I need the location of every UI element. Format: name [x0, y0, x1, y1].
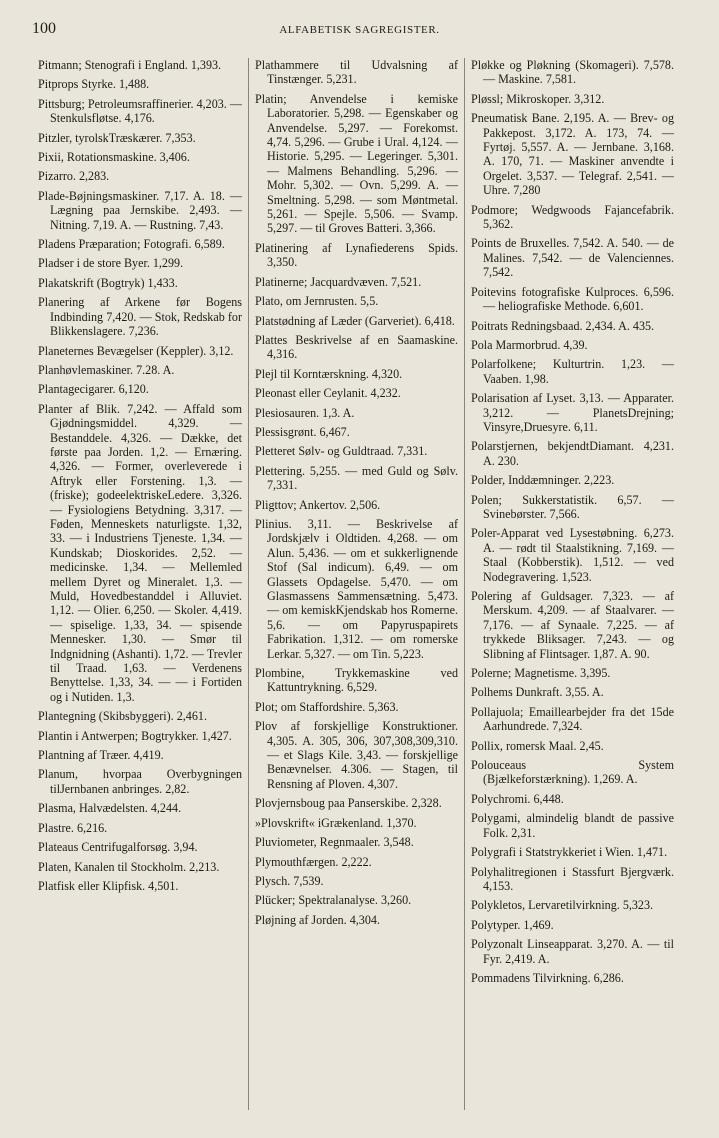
index-entry: Platin; Anvendelse i kemiske Laboratorier. 5,298. — Egenskaber og Anvendelse. 5,297. — Forekomst. 4,74. 5,296. — Grube i Ural. 4,124. — Historie. 5,295. — Legeringer. 5,301. — Malmens Behandling. 5,296. — Mohr. 5,302. — Ovn. 5,299. A. — Smeltning. 5,298. — som Møntmetal. 5,261. — Spejle. 5,506. — Svamp. 5,297. — til Groves Batteri. 3,366.	[255, 91, 458, 236]
index-entry: Poler-Apparat ved Lysestøbning. 6,273. A. — rødt til Staalstikning. 7,169. — Staal (Kobberstik). 1,512. — ved Nodegravering. 1,523.	[471, 526, 674, 584]
index-entry: Poitevins fotografiske Kulproces. 6,596. — heliografiske Methode. 6,601.	[471, 284, 674, 314]
index-entry: Plessisgrønt. 6,467.	[255, 424, 350, 439]
index-entry: Pløjning af Jorden. 4,304.	[255, 912, 380, 927]
index-entry: Plinius. 3,11. — Beskrivelse af Jordskjælv i Oldtiden. 4,268. — om Alun. 5,436. — om et sukkerlignende Stof (Sal indicum). 6,49. — om Glassets Opdagelse. 5,470. — om Glasmassens Sammensætning. 5,473. — om kemiskKjendskab hos Romerne. 5,6. — om Papyruspapirets Fabrikation. 1,312. — om romerske Lerkar. 5,327. — om Tin. 5,223.	[255, 516, 458, 661]
index-entry: Polouceaus System (Bjælkeforstærkning). 1,269. A.	[471, 758, 674, 787]
index-entry: Platinering af Lynafiederens Spids. 3,350.	[255, 240, 458, 270]
index-entry: Plateaus Centrifugalforsøg. 3,94.	[38, 840, 198, 855]
index-entry: Pollix, romersk Maal. 2,45.	[471, 738, 604, 753]
index-entry: Plov af forskjellige Konstruktioner. 4,305. A. 305, 306, 307,308,309,310. — et Slags Kile. 3,43. — forskjellige Benævnelser. 4.306. — Stagen, til Rensning af Ploven. 4,307.	[255, 719, 458, 791]
index-entry: Polerne; Magnetisme. 3,395.	[471, 666, 611, 681]
index-entry: Plathammere til Udvalsning af Tinstænger. 5,231.	[255, 58, 458, 87]
index-entry: Podmore; Wedgwoods Fajancefabrik. 5,362.	[471, 202, 674, 232]
index-entry: Polhems Dunkraft. 3,55. A.	[471, 685, 604, 700]
index-entry: Platen, Kanalen til Stockholm. 2,213.	[38, 859, 220, 874]
index-entry: Polarstjernen, bekjendtDiamant. 4,231. A. 230.	[471, 439, 674, 468]
index-entry: Planter af Blik. 7,242. — Affald som Gjødningsmiddel. 4,329. — Bestanddele. 4,326. — Dække, det første paa Jorden. 1,2. — Ernæring. 4,326. — Former, overleverede i Aftryk eller Forstening. 1,3. — (friske); godeelektriskeLedere. 3,326. — Fysiologiens Betydning. 3,317. — Føden, Menneskets naturligste. 1,32, 33. — i Industriens Tjeneste. 1,34. — Kundskab; Dioskorides. 2,52. — medicinske. 1,34. — Mellemled mellem Dyret og Mineralet. 1,3. — Muld, Hovedbestanddel i Alluviet. 1,12. — Olier. 6,250. — Skoler. 4,419. — spiselige. 1,33, 34. — spisende Mennesker. 1,30. — Smør til Indgnidning (Ashanti). 1,72. — Trevler til Traad. 1,63. — Verdenens Benyttelse. 1,33, 34. — — i Fortiden og i Nutiden. 1,3.	[38, 401, 242, 704]
index-entry: Plettering. 5,255. — med Guld og Sølv. 7,331.	[255, 463, 458, 493]
index-entry: Plantegning (Skibsbyggeri). 2,461.	[38, 709, 207, 724]
index-entry: Polygrafi i Statstrykkeriet i Wien. 1,471.	[471, 845, 668, 860]
index-entry: Pitzler, tyrolskTræskærer. 7,353.	[38, 130, 196, 145]
index-entry: Plantning af Træer. 4,419.	[38, 748, 164, 763]
index-entry: Pneumatisk Bane. 2,195. A. — Brev- og Pakkepost. 3,172. A. 173, 74. — Fyrtøj. 5,557. A. — Jernbane. 3,168. A. 170, 71. — Maskiner anvendte i Orgelet. 3,537. — Telegraf. 2,541. — Uhre. 7,280	[471, 111, 674, 198]
index-entry: Plattes Beskrivelse af en Saamaskine. 4,316.	[255, 332, 458, 362]
index-entry: Plejl til Korntærskning. 4,320.	[255, 366, 403, 381]
index-entry: Pletteret Sølv- og Guldtraad. 7,331.	[255, 444, 428, 459]
index-entry: Pleonast eller Ceylanit. 4,232.	[255, 386, 401, 401]
index-entry: Planum, hvorpaa Overbygningen tilJernbanen anbringes. 2,82.	[38, 767, 242, 796]
index-entry: Pola Marmorbrud. 4,39.	[471, 337, 588, 352]
index-entry: Pluviometer, Regnmaaler. 3,548.	[255, 835, 414, 850]
index-entry: Polering af Guldsager. 7,323. — af Merskum. 4,209. — af Staalvarer. — 7,176. — af Synaale. 7,225. — af trykkede Bliksager. 7,243. — og Slibning af Flintsager. 1,87. A. 90.	[471, 589, 674, 661]
index-entry: Polen; Sukkerstatistik. 6,57. — Svinebørster. 7,566.	[471, 492, 674, 521]
index-entry: Plakatskrift (Bogtryk) 1,433.	[38, 275, 178, 290]
index-entry: Planhøvlemaskiner. 7.28. A.	[38, 362, 175, 377]
index-entry: Polyzonalt Linseapparat. 3,270. A. — til Fyr. 2,419. A.	[471, 937, 674, 966]
index-entry: Plade-Bøjningsmaskiner. 7,17. A. 18. — Lægning paa Jernskibe. 2,493. — Nitning. 7,19. A. — Rustning. 7,43.	[38, 188, 242, 232]
index-entry: Pittsburg; Petroleumsraffinerier. 4,203. — Stenkulsfløtse. 4,176.	[38, 96, 242, 126]
index-entry: Plasma, Halvædelsten. 4,244.	[38, 801, 182, 816]
index-entry: Platstødning af Læder (Garveriet). 6,418.	[255, 313, 455, 328]
index-entry: Plovjernsboug paa Panserskibe. 2,328.	[255, 796, 442, 811]
index-entry: Pommadens Tilvirkning. 6,286.	[471, 970, 624, 985]
index-column-2	[248, 58, 464, 1110]
index-entry: Pladser i de store Byer. 1,299.	[38, 256, 184, 271]
index-entry: Plastre. 6,216.	[38, 820, 108, 835]
index-entry: Plysch. 7,539.	[255, 873, 324, 888]
index-entry: Points de Bruxelles. 7,542. A. 540. — de Malines. 7,542. — de Valenciennes. 7,542.	[471, 236, 674, 280]
index-entry: Plombine, Trykkemaskine ved Kattuntrykning. 6,529.	[255, 666, 458, 695]
index-column-3	[464, 58, 680, 1110]
index-entry: Platinerne; Jacquardvæven. 7,521.	[255, 274, 422, 289]
index-entry: Polygami, almindelig blandt de passive Folk. 2,31.	[471, 811, 674, 840]
index-entry: Pløssl; Mikroskoper. 3,312.	[471, 91, 605, 106]
index-entry: Plantagecigarer. 6,120.	[38, 382, 149, 397]
index-entry: Pløkke og Pløkning (Skomageri). 7,578. — Maskine. 7,581.	[471, 58, 674, 87]
index-entry: Plato, om Jernrusten. 5,5.	[255, 294, 379, 309]
running-title: ALFABETISK SAGREGISTER.	[279, 24, 440, 36]
index-entry: Pligttov; Ankertov. 2,506.	[255, 497, 381, 512]
index-entry: Pitprops Styrke. 1,488.	[38, 77, 150, 92]
index-entry: Poitrats Redningsbaad. 2,434. A. 435.	[471, 318, 655, 333]
index-entry: Pladens Præparation; Fotografi. 6,589.	[38, 237, 225, 252]
index-entry: Polyhalitregionen i Stassfurt Bjergværk. 4,153.	[471, 864, 674, 893]
index-entry: Plesiosauren. 1,3. A.	[255, 405, 355, 420]
index-entry: Plot; om Staffordshire. 5,363.	[255, 699, 399, 714]
index-entry: Pixii, Rotationsmaskine. 3,406.	[38, 150, 190, 165]
index-column-1	[32, 58, 248, 1110]
page-number: 100	[32, 20, 56, 37]
index-entry: »Plovskrift« iGrækenland. 1,370.	[255, 815, 417, 830]
index-entry: Plymouthfærgen. 2,222.	[255, 854, 372, 869]
index-entry: Polytyper. 1,469.	[471, 917, 554, 932]
index-entry: Planering af Arkene før Bogens Indbinding 7,420. — Stok, Redskab for Blikkenslagere. 7,236.	[38, 295, 242, 339]
index-entry: Platfisk eller Klipfisk. 4,501.	[38, 878, 179, 893]
index-entry: Pollajuola; Emaillearbejder fra det 15de Aarhundrede. 7,324.	[471, 704, 674, 734]
page-header	[32, 18, 687, 48]
index-entry: Polychromi. 6,448.	[471, 791, 564, 806]
index-columns	[32, 58, 682, 1110]
index-entry: Plantin i Antwerpen; Bogtrykker. 1,427.	[38, 728, 232, 743]
index-entry: Polarisation af Lyset. 3,13. — Apparater. 3,212. — PlanetsDrejning; Vinsyre,Druesyre. 6,11.	[471, 391, 674, 434]
index-entry: Polder, Inddæmninger. 2,223.	[471, 473, 615, 488]
index-entry: Planeternes Bevægelser (Keppler). 3,12.	[38, 343, 234, 358]
index-entry: Pizarro. 2,283.	[38, 169, 110, 184]
index-entry: Plücker; Spektralanalyse. 3,260.	[255, 893, 412, 908]
index-entry: Polykletos, Lervaretilvirkning. 5,323.	[471, 898, 654, 913]
index-entry: Pitmann; Stenografi i England. 1,393.	[38, 58, 222, 72]
index-entry: Polarfolkene; Kulturtrin. 1,23. — Vaaben. 1,98.	[471, 357, 674, 386]
